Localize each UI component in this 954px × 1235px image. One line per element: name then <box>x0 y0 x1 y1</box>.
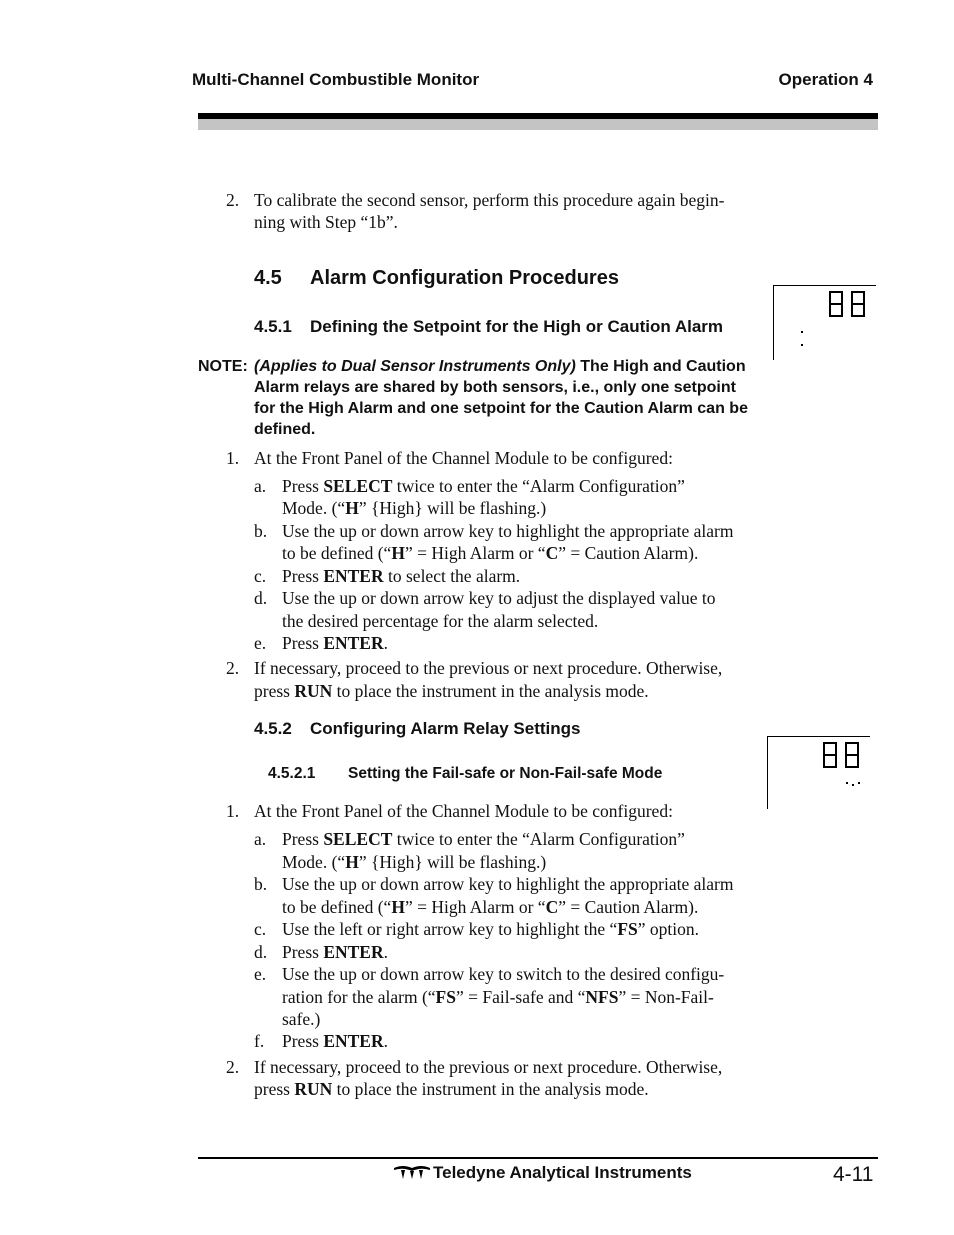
note-italic: (Applies to Dual Sensor Instruments Only) <box>254 358 576 375</box>
section-title: Alarm Configuration Procedures <box>310 267 619 289</box>
substep-d-line-2: the desired percentage for the alarm selected. <box>282 611 599 631</box>
footer-rule <box>198 1157 878 1159</box>
note-body: The High and Caution Alarm relays are shared by both sensors, i.e., only one setpoint for the High Alarm and one setpoint for the Caution Alarm can be defined. <box>254 358 748 438</box>
substep-letter: d. <box>254 588 268 608</box>
substep-a-line-2: Mode. (“H” {High} will be flashing.) <box>282 852 547 872</box>
lcd-digits-icon <box>822 741 862 769</box>
substep-a-line-1: Press SELECT twice to enter the “Alarm Configuration” <box>282 476 685 496</box>
section-number: 4.5 <box>254 267 282 289</box>
lcd-dot <box>858 782 860 784</box>
substep-d: Press ENTER. <box>282 942 388 962</box>
substep-letter: c. <box>254 566 267 586</box>
lcd-dot <box>801 344 803 346</box>
substep-letter: a. <box>254 829 267 849</box>
substep-f: Press ENTER. <box>282 1031 388 1051</box>
step-number: 1. <box>226 801 240 821</box>
section-title: Configuring Alarm Relay Settings <box>310 719 581 738</box>
intro-line-1: To calibrate the second sensor, perform this procedure again begin- <box>254 190 725 210</box>
step-number: 2. <box>226 1057 240 1077</box>
substep-letter: b. <box>254 521 268 541</box>
substep-letter: d. <box>254 942 268 962</box>
substep-letter: a. <box>254 476 267 496</box>
running-header-section: Operation 4 <box>778 70 873 89</box>
header-shade-bar <box>198 119 878 130</box>
substep-letter: c. <box>254 919 267 939</box>
lcd-dot <box>801 331 803 333</box>
section-title: Defining the Setpoint for the High or Caution Alarm <box>310 317 724 336</box>
lcd-display-graphic <box>767 736 870 809</box>
section-number: 4.5.2 <box>254 719 292 738</box>
substep-b-line-2: to be defined (“H” = High Alarm or “C” = Caution Alarm). <box>282 897 699 917</box>
substep-letter: e. <box>254 633 267 653</box>
footer-company: Teledyne Analytical Instruments <box>433 1163 692 1182</box>
substep-e: Press ENTER. <box>282 633 388 653</box>
substep-letter: b. <box>254 874 268 894</box>
step-2-line-2: press RUN to place the instrument in the analysis mode. <box>254 681 649 701</box>
section-number: 4.5.1 <box>254 317 292 336</box>
section-heading-4-5-2 <box>254 719 580 739</box>
step-text: At the Front Panel of the Channel Module to be configured: <box>254 448 673 468</box>
step-number: 1. <box>226 448 240 468</box>
substep-b-line-1: Use the up or down arrow key to highlight the appropriate alarm <box>282 521 734 541</box>
substep-c: Use the left or right arrow key to highlight the “FS” option. <box>282 919 700 939</box>
step-number: 2. <box>226 658 240 678</box>
section-heading-4-5-1 <box>254 317 723 337</box>
substep-c: Press ENTER to select the alarm. <box>282 566 521 586</box>
substep-b-line-1: Use the up or down arrow key to highlight the appropriate alarm <box>282 874 734 894</box>
lcd-dot <box>852 784 854 786</box>
note-text <box>254 356 754 440</box>
substep-a-line-1: Press SELECT twice to enter the “Alarm Configuration” <box>282 829 685 849</box>
substep-b-line-2: to be defined (“H” = High Alarm or “C” = Caution Alarm). <box>282 543 699 563</box>
section-title: Setting the Fail-safe or Non-Fail-safe Mode <box>348 765 663 782</box>
substep-e-line-2: ration for the alarm (“FS” = Fail-safe and “NFS” = Non-Fail- <box>282 987 714 1007</box>
lcd-dot <box>846 782 848 784</box>
step-2-line-2: press RUN to place the instrument in the analysis mode. <box>254 1079 649 1099</box>
substep-e-line-3: safe.) <box>282 1009 321 1029</box>
step-number: 2. <box>226 190 240 210</box>
running-header-title: Multi-Channel Combustible Monitor <box>192 70 480 89</box>
section-number: 4.5.2.1 <box>268 765 316 782</box>
substep-letter: e. <box>254 964 267 984</box>
substep-letter: f. <box>254 1031 265 1051</box>
page-number: 4-11 <box>833 1163 874 1186</box>
substep-d-line-1: Use the up or down arrow key to adjust the displayed value to <box>282 588 716 608</box>
step-2-line-1: If necessary, proceed to the previous or next procedure. Otherwise, <box>254 658 723 678</box>
note-label: NOTE: <box>198 358 248 375</box>
section-heading-4-5-2-1 <box>268 765 662 783</box>
lcd-display-graphic <box>773 285 876 360</box>
substep-e-line-1: Use the up or down arrow key to switch to the desired configu- <box>282 964 725 984</box>
section-heading-4-5 <box>254 267 619 290</box>
step-text: At the Front Panel of the Channel Module to be configured: <box>254 801 673 821</box>
teledyne-logo-icon <box>394 1164 430 1180</box>
lcd-digits-icon <box>828 290 868 318</box>
step-2-line-1: If necessary, proceed to the previous or next procedure. Otherwise, <box>254 1057 723 1077</box>
substep-a-line-2: Mode. (“H” {High} will be flashing.) <box>282 498 547 518</box>
intro-line-2: ning with Step “1b”. <box>254 212 398 232</box>
